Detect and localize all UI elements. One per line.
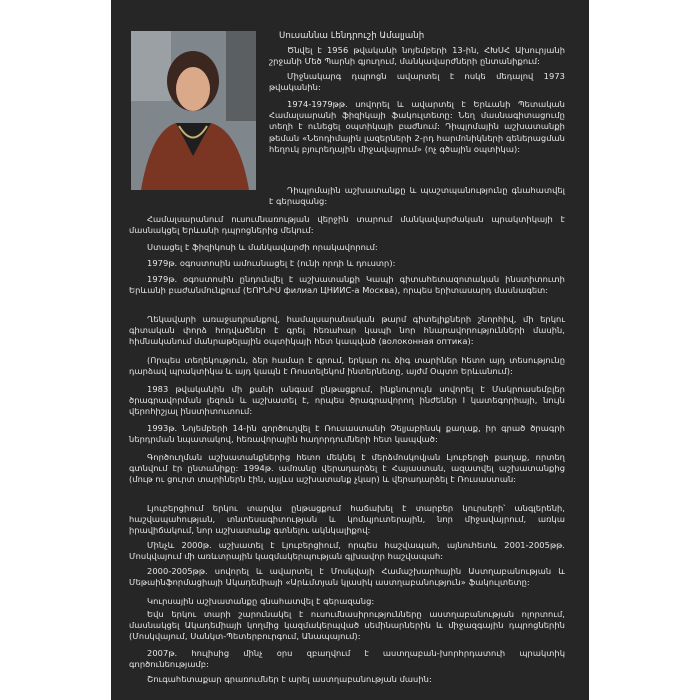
paragraph: (Որպես տեղեկություն, ձեր համար է գրում, երկար ու ձիգ տարիներ հետո այդ տեսությունը դարձավ պրակտիկա և այդ կապն է Ռոստելեկոմ ինտերնետը, այժմ Օպտո Երևանում): [129,355,565,377]
paragraph: Ստացել է ֆիզիկոսի և մանկավարժի որակավորում: [147,242,378,252]
paragraph: Ղեկավարի առաջադրանքով, համալսարանական թարմ գիտելիքների շնորհիվ, մի երկու գիտական փորձ հոդվածներ է գրել հեռահար կապի նոր հնարավորությունների մասին, հիմնականում մանրաթելային օպտիկայի հետ կապված (волоконная оптика): [129,314,565,347]
paragraph: Դիպլոմային աշխատանքը և պաշտպանությունը գնահատվել է գերազանց: [269,185,565,207]
paragraph: Համալսարանում ուսումնառության վերջին տարում մանկավարժական պրակտիկայի է մասնակցել Երևանի դպրոցներից մեկում: [129,214,565,236]
book-back-cover [111,0,589,700]
paragraph: Շուգահետաքար գրառումներ է արել աստղաբանության մասին: [147,674,432,684]
paragraph: 1974-1979թթ. սովորել և ավարտել է Երևանի Պետական Համալսարանի ֆիզիկայի ֆակուլտետը: Նեղ մասնագիտացումը տեղի է ունեցել օպտիկայի բաժնում: Դիպլոմային աշխատանքի թեման «Նեոդիմային լազերների 2-րդ հարմոնիկների գեներացման հեղուկ բյուրեղային միջավայրում» (ոչ գծային օպտիկա): [269,99,565,154]
paragraph: 2000-2005թթ. սովորել և ավարտել է Մոսկվայի Համաշխարհային Աստղաբանության և Մեթաինֆորմացիայի Ակադեմիայի «Արևմտյան կլասիկ աստղաբանություն» ֆակուլտետը: [129,566,565,588]
paragraph: Գործուղման աշխատանքներից հետո մեկնել է մերձմոսկովյան Լյուբերցի քաղաք, որտեղ գտնվում էր ընտանիքը: 1994թ. ամռանը վերադարձել է Հայաստան, ազատվել աշխատանքից (մութ ու ցուրտ տարիներն էին, այլևս աշխատանք չկար) և վերադարձել է Ռուսաստան: [129,452,565,485]
paragraph: Միջնակարգ դպրոցն ավարտել է ոսկե մեդալով 1973 թվականին: [269,71,565,93]
paragraph: Մինչև 2000թ. աշխատել է Լյուբերցիում, որպես հաշվապահ, այնուհետև 2001-2005թթ. Մոսկվայում մի առևտրային կազմակերպության գլխավոր հաշվապահ: [129,540,565,562]
paragraph: 2007թ. հուլիսից մինչ օրս զբաղվում է աստղաբան-խորհրդատուի պրակտիկ գործունեությամբ: [129,648,565,670]
paragraph: Եվս երկու տարի շարունակել է ուսումնասիրությունները աստղաբանության ոլորտում, մասնակցել Ակադեմիայի կողմից կազմակերպված սեմինարներին և միջազգային դպրոցներին (Մոսկվայում, Սանկտ-Պետերբուրգում, Անապայում): [129,609,565,642]
paragraph: Կուրսային աշխատանքը գնահատվել է գերազանց: [147,596,375,606]
biography-text [111,0,589,700]
paragraph: 1979թ. օգոստոսին ընդունվել է աշխատանքի Կապի գիտահետազոտական ինստիտուտի Երևանի բաժանմունքում (ԵՈՒՆԻՍ филиал ЦНИИС-а Москва), որպես երիտասարդ մասնագետ: [129,274,565,296]
paragraph: 1993թ. Նոյեմբերի 14-ին գործուղվել է Ռուսաստանի Չելյաբինսկ քաղաք, իր գրած ծրագրի ներդրման նպատակով, հեռավորային հաղորդումների հետ կապված: [129,423,565,445]
paragraph: 1979թ. օգոստոսին ամուսնացել է (ունի որդի և դուստր): [147,258,396,268]
paragraph: Լյուբերցիում երկու տարվա ընթացքում հաճախել է տարբեր կուրսերի՝ անգլերենի, հաշվապահության, տնտեսագիտության և կոմպյուտերային, նոր միջավայրում, առկա իրավիճակում, նոր աշխատանք գտնելու ակնկալիքով: [129,503,565,536]
paragraph: Ծնվել է 1956 թվականի նոյեմբերի 13-ին, ՀԽՍՀ Ախուրյանի շրջանի Մեծ Պարնի գյուղում, մանկավարժների ընտանիքում: [269,45,565,67]
author-name: Սուսաննա Լենդրուշի Ամալյանի [279,31,425,41]
paragraph: 1983 թվականին մի քանի անգամ ընթացքում, ինքնուրույն սովորել է Մակրոասեմբլեր ծրագրավորման լեզուն և աշխատել է, որպես ծրագրավորող ինժեներ I կատեգորիայի, նույն վերոհիշյալ ինստիտուտում: [129,384,565,417]
